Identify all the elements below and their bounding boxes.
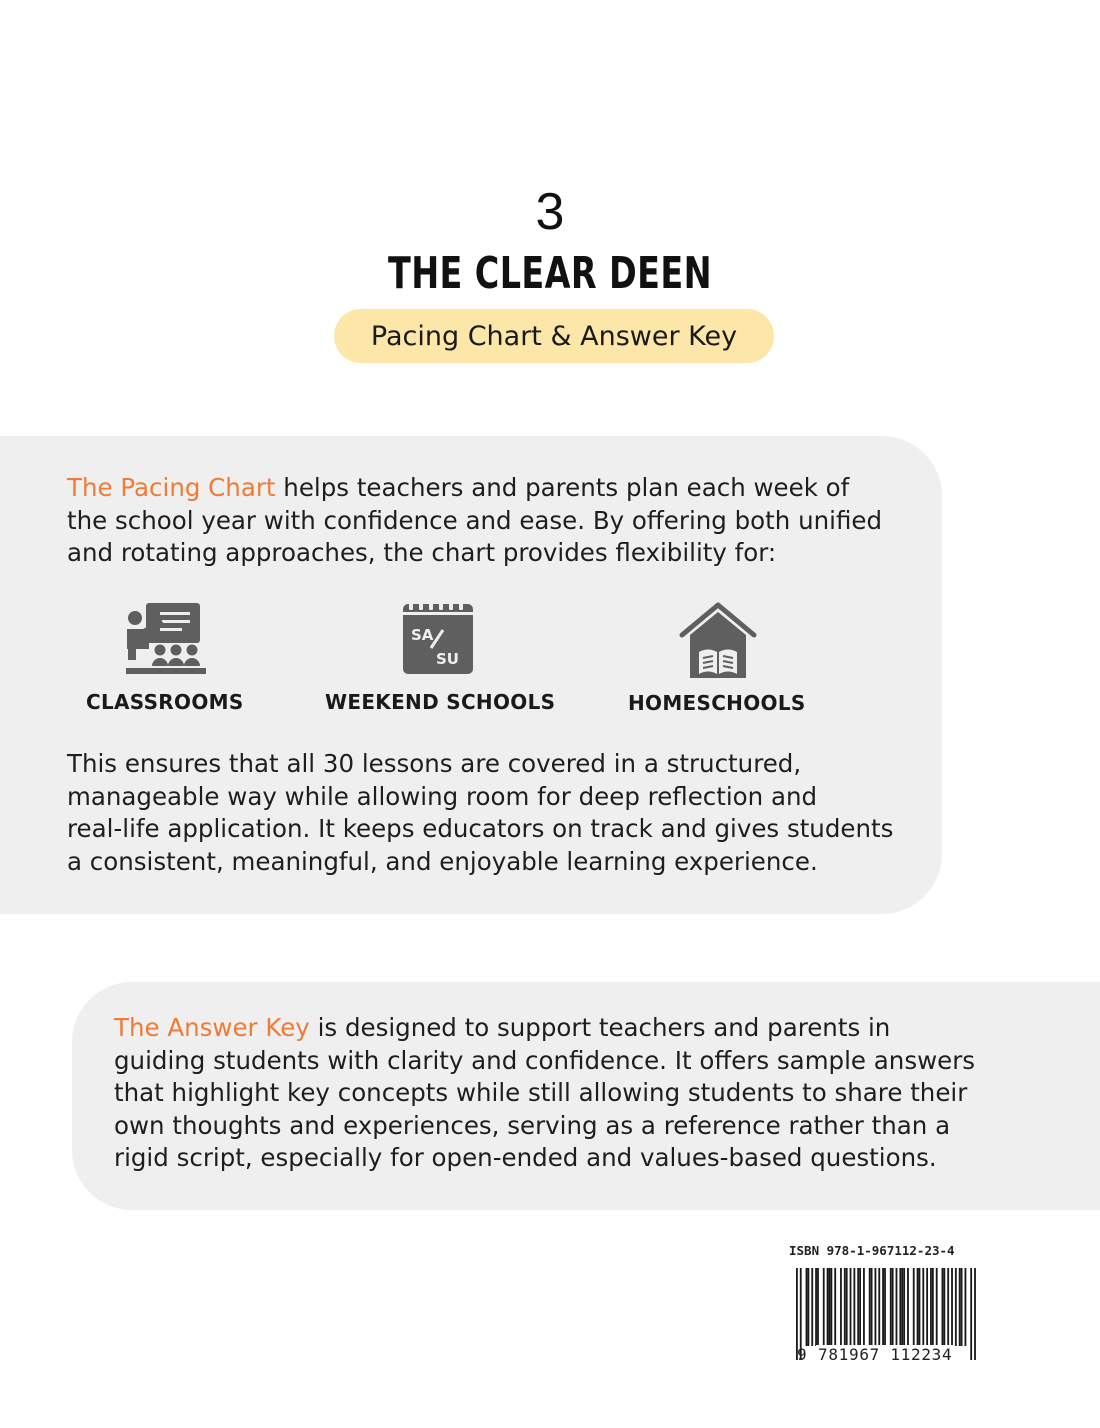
label-classrooms: CLASSROOMS [86,690,244,714]
barcode-bar [942,1268,944,1346]
barcode-bar [932,1268,934,1346]
pacing-outro-line-4: a consistent, meaningful, and enjoyable learning experience. [67,846,818,876]
barcode-bar [913,1268,915,1346]
pacing-intro-line-1: helps teachers and parents plan each week of [275,473,850,502]
barcode-bar [936,1268,938,1346]
barcode-digits: 781967 112234 [818,1345,953,1364]
pacing-outro-line-3: real-life application. It keeps educators on track and gives students [67,814,894,843]
subtitle-pill [334,309,774,363]
pacing-outro-paragraph [67,748,893,878]
pacing-outro-line-1: This ensures that all 30 lessons are covered in a structured, [67,749,802,778]
barcode-bar [823,1268,825,1346]
weekend-calendar-icon [403,602,473,674]
series-title: THE CLEAR DEEN [388,248,712,299]
barcode-bar [926,1268,928,1346]
answer-line-2: guiding students with clarity and confidence. It offers sample answers [114,1045,976,1075]
barcode-bar [869,1268,871,1346]
barcode-bar [853,1268,855,1346]
barcode-bar [959,1268,961,1346]
barcode-bar [974,1268,976,1360]
barcode-bar [817,1268,819,1346]
grade-number: 3 [535,183,565,241]
barcode-bar [829,1268,831,1346]
barcode-bar [857,1268,859,1346]
pacing-outro-line-2: manageable way while allowing room for deep reflection and [67,781,818,811]
barcode-bar [844,1268,846,1346]
barcode-digit-first: 9 [797,1345,807,1364]
barcode-bar [807,1268,809,1346]
barcode-bar [899,1268,901,1346]
barcode-bar [875,1268,877,1346]
barcode-bar [815,1268,817,1346]
barcode-bar [896,1268,898,1346]
barcode-bar [892,1268,894,1346]
pacing-chart-highlight: The Pacing Chart [67,473,276,502]
barcode-bar [961,1268,963,1346]
barcode-bar [965,1268,967,1346]
barcode-bar [922,1268,924,1346]
calendar-text-top: SA [411,626,434,644]
barcode-bar [827,1268,829,1346]
label-homeschools: HOMESCHOOLS [628,691,806,715]
barcode-bar [830,1268,832,1346]
barcode-bar [917,1268,919,1346]
barcode-bar [846,1268,848,1346]
pacing-intro-paragraph [67,472,882,570]
pacing-intro-line-2: the school year with confidence and ease. By offering both unified [67,505,882,535]
barcode-bar [834,1268,836,1346]
barcode-bar [943,1268,945,1346]
calendar-text-bottom: SU [436,650,459,668]
barcode-bar [919,1268,921,1346]
isbn-text: ISBN 978-1-967112-23-4 [789,1243,955,1258]
answer-line-5: rigid script, especially for open-ended and values-based questions. [114,1143,937,1172]
label-weekend-schools: WEEKEND SCHOOLS [325,690,556,714]
answer-line-4: own thoughts and experiences, serving as a reference rather than a [114,1110,951,1140]
barcode-bar [955,1268,957,1346]
pacing-intro-line-3: and rotating approaches, the chart provides flexibility for: [67,538,777,567]
answer-key-highlight: The Answer Key [114,1013,310,1042]
barcode-bar [903,1268,905,1346]
barcode-bar [907,1268,909,1346]
barcode-bar [882,1268,884,1346]
barcode-bar [901,1268,903,1346]
barcode-bar [863,1268,865,1346]
classroom-teacher-icon [126,602,206,676]
barcode-bar [947,1268,949,1346]
barcode-bar [951,1268,953,1346]
answer-line-1: is designed to support teachers and parents in [309,1013,891,1042]
barcode-bar [806,1268,808,1346]
barcode-bar [930,1268,932,1346]
answer-key-paragraph [114,1012,975,1175]
barcode-bar [970,1268,972,1360]
barcode-bar [811,1268,813,1346]
barcode-bar [840,1268,842,1346]
barcode-bar [878,1268,880,1346]
answer-line-3: that highlight key concepts while still allowing students to share their [114,1078,968,1107]
barcode-bar [859,1268,861,1346]
barcode-bar [850,1268,852,1346]
barcode-bar [871,1268,873,1346]
subtitle-text: Pacing Chart & Answer Key [370,320,738,352]
home-book-icon [679,602,757,678]
